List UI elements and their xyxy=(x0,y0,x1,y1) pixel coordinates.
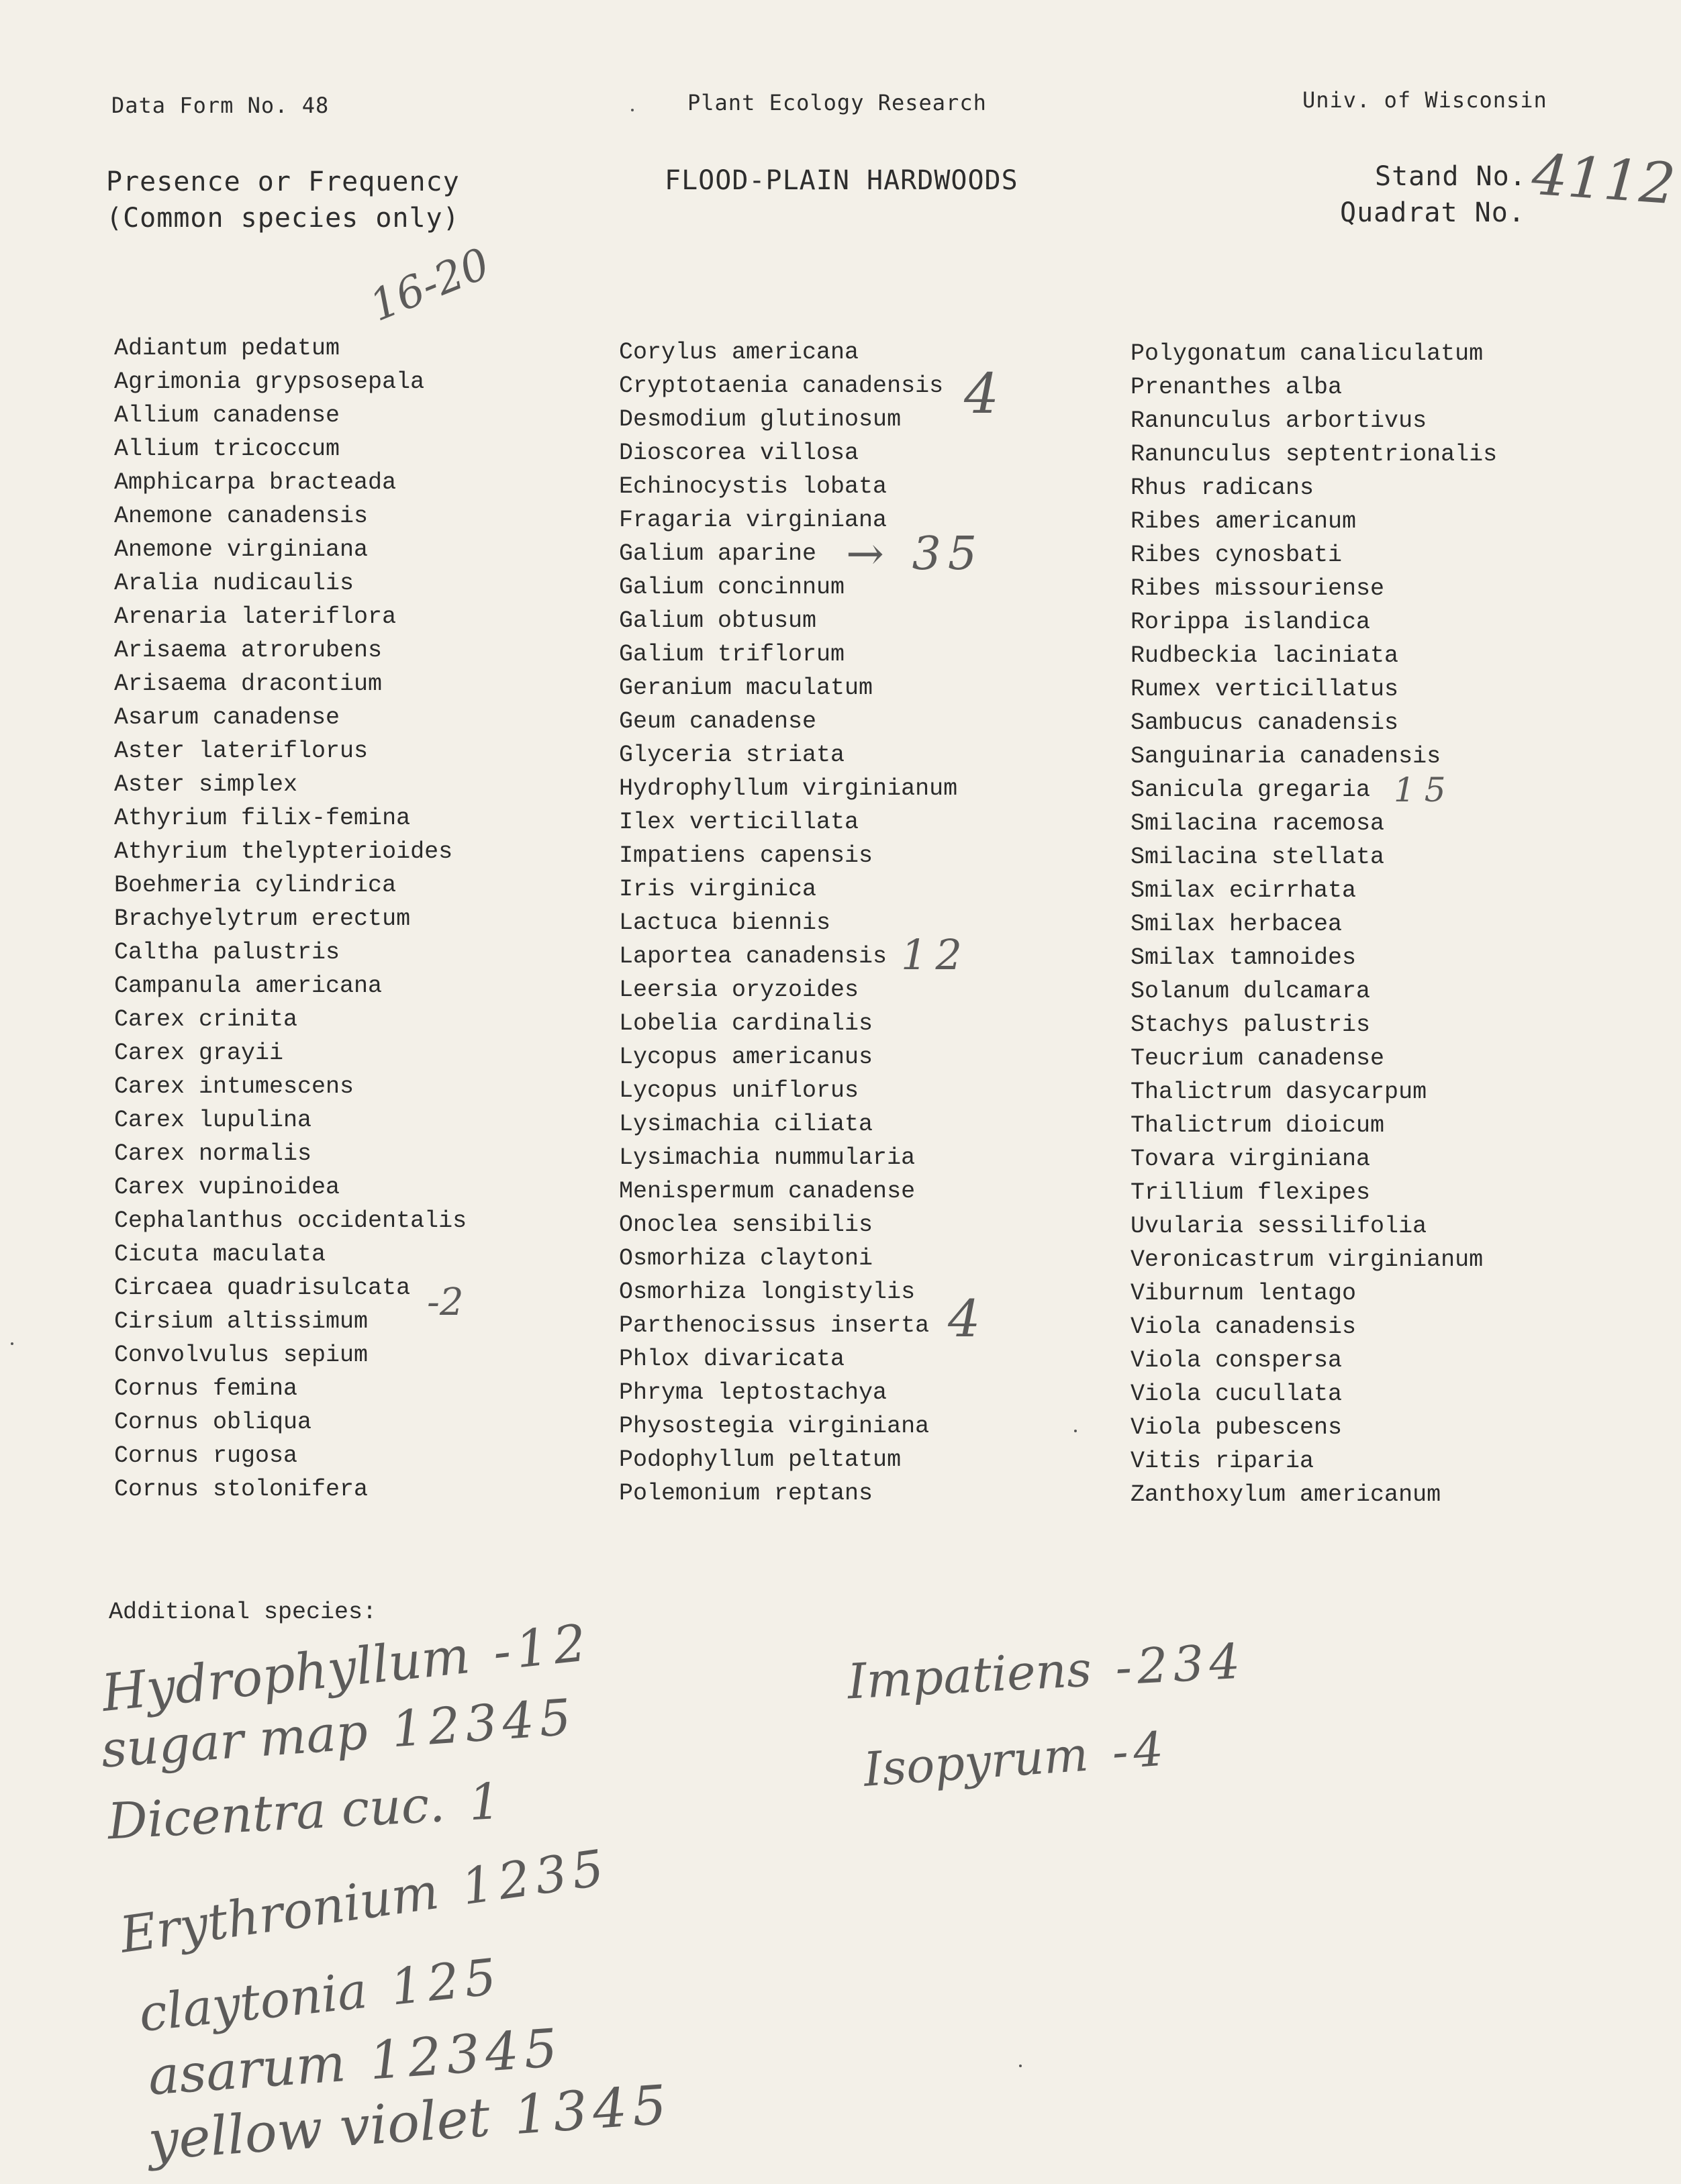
species-item: Ribes cynosbati xyxy=(1131,542,1343,568)
species-item: Laportea canadensis xyxy=(619,943,887,970)
species-item: Cephalanthus occidentalis xyxy=(114,1207,467,1234)
species-item: Lactuca biennis xyxy=(619,909,831,936)
species-item: Podophyllum peltatum xyxy=(619,1446,902,1473)
community-title: FLOOD-PLAIN HARDWOODS xyxy=(665,165,1018,196)
annotation-laportea: 12 xyxy=(901,930,970,979)
handwritten-species-name: Isopyrum xyxy=(861,1726,1090,1797)
handwritten-quadrats: -4 xyxy=(1110,1721,1171,1780)
handwritten-species-name: asarum xyxy=(146,2033,348,2107)
annotation-sanicula: 15 xyxy=(1394,771,1455,809)
species-item: Circaea quadrisulcata xyxy=(114,1275,411,1301)
paper-speck xyxy=(11,1342,13,1345)
species-item: Smilacina stellata xyxy=(1131,844,1385,871)
species-item: Rumex verticillatus xyxy=(1131,676,1399,703)
species-item: Impatiens capensis xyxy=(619,842,873,869)
species-item: Leersia oryzoides xyxy=(619,977,859,1003)
species-item: Teucrium canadense xyxy=(1131,1045,1385,1072)
species-item: Menispermum canadense xyxy=(619,1178,916,1205)
species-item: Prenanthes alba xyxy=(1131,374,1343,401)
species-item: Viola cucullata xyxy=(1131,1381,1343,1407)
species-item: Rorippa islandica xyxy=(1131,609,1371,636)
species-item: Tovara virginiana xyxy=(1131,1146,1371,1173)
handwritten-quadrats: -234 xyxy=(1114,1632,1247,1696)
species-item: Galium obtusum xyxy=(619,607,817,634)
species-item: Carex normalis xyxy=(114,1140,312,1167)
species-item: Smilax herbacea xyxy=(1131,911,1343,938)
data-type-line1: Presence or Frequency xyxy=(106,166,460,197)
species-item: Viola conspersa xyxy=(1131,1347,1343,1374)
species-item: Anemone canadensis xyxy=(114,503,369,530)
species-item: Campanula americana xyxy=(114,973,383,999)
handwritten-species-entry xyxy=(117,1838,613,1964)
species-item: Stachys palustris xyxy=(1131,1011,1371,1038)
species-item: Arisaema atrorubens xyxy=(114,637,383,664)
form-number: Data Form No. 48 xyxy=(111,93,330,118)
species-item: Carex intumescens xyxy=(114,1073,354,1100)
species-item: Adiantum pedatum xyxy=(114,335,340,362)
species-item: Viola canadensis xyxy=(1131,1313,1357,1340)
species-item: Sanguinaria canadensis xyxy=(1131,743,1441,770)
species-item: Rhus radicans xyxy=(1131,475,1314,501)
species-item: Lysimachia ciliata xyxy=(619,1111,873,1138)
species-item: Smilacina racemosa xyxy=(1131,810,1385,837)
species-item: Allium canadense xyxy=(114,402,340,429)
species-item: Smilax tamnoides xyxy=(1131,944,1357,971)
species-item: Dioscorea villosa xyxy=(619,440,859,466)
species-item: Solanum dulcamara xyxy=(1131,978,1371,1005)
annotation-cryptotaenia: 4 xyxy=(964,362,1000,426)
species-item: Galium triflorum xyxy=(619,641,845,668)
handwritten-species-entry xyxy=(106,1773,507,1851)
species-item: Onoclea sensibilis xyxy=(619,1211,873,1238)
stand-number-handwritten: 4112 xyxy=(1529,141,1678,217)
species-item: Arenaria lateriflora xyxy=(114,603,397,630)
quadrat-range-handwritten: 16-20 xyxy=(363,239,497,332)
handwritten-quadrats: 1345 xyxy=(512,2073,674,2147)
species-item: Arisaema dracontium xyxy=(114,671,383,697)
species-item: Rudbeckia laciniata xyxy=(1131,642,1399,669)
species-item: Athyrium thelypterioides xyxy=(114,838,453,865)
species-item: Viola pubescens xyxy=(1131,1414,1343,1441)
handwritten-species-entry xyxy=(846,1633,1247,1710)
species-item: Polygonatum canaliculatum xyxy=(1131,340,1484,367)
annotation-galium-aparine: → 35 xyxy=(846,528,984,581)
species-item: Ribes americanum xyxy=(1131,508,1357,535)
species-item: Cicuta maculata xyxy=(114,1241,326,1268)
species-item: Ribes missouriense xyxy=(1131,575,1385,602)
species-item: Asarum canadense xyxy=(114,704,340,731)
species-item: Allium tricoccum xyxy=(114,436,340,462)
species-item: Aster simplex xyxy=(114,771,298,798)
species-item: Brachyelytrum erectum xyxy=(114,905,411,932)
species-item: Ranunculus septentrionalis xyxy=(1131,441,1498,468)
species-item: Veronicastrum virginianum xyxy=(1131,1246,1484,1273)
handwritten-quadrats: 125 xyxy=(387,1947,505,2017)
species-item: Galium concinnum xyxy=(619,574,845,601)
institution: Univ. of Wisconsin xyxy=(1302,87,1547,113)
handwritten-species-entry xyxy=(862,1721,1171,1797)
species-item: Carex grayii xyxy=(114,1040,284,1066)
species-item: Trillium flexipes xyxy=(1131,1179,1371,1206)
handwritten-species-name: Impatiens xyxy=(846,1640,1093,1710)
species-item: Cornus stolonifera xyxy=(114,1476,369,1503)
species-item: Polemonium reptans xyxy=(619,1480,873,1507)
paper-speck xyxy=(631,109,634,111)
handwritten-quadrats: 12345 xyxy=(367,2018,565,2092)
species-item: Osmorhiza longistylis xyxy=(619,1279,916,1305)
species-item: Cirsium altissimum xyxy=(114,1308,369,1335)
species-item: Smilax ecirrhata xyxy=(1131,877,1357,904)
species-item: Phryma leptostachya xyxy=(619,1379,887,1406)
species-item: Aralia nudicaulis xyxy=(114,570,354,597)
species-item: Physostegia virginiana xyxy=(619,1413,930,1440)
handwritten-quadrats: 1235 xyxy=(458,1838,613,1917)
species-item: Lycopus americanus xyxy=(619,1044,873,1071)
handwritten-quadrats: 12345 xyxy=(389,1688,579,1759)
species-item: Corylus americana xyxy=(619,339,859,366)
species-item: Carex lupulina xyxy=(114,1107,312,1134)
annotation-parthenocissus: 4 xyxy=(948,1289,981,1348)
species-item: Anemone virginiana xyxy=(114,536,369,563)
species-column-2 xyxy=(619,336,957,1510)
species-item: Cryptotaenia canadensis xyxy=(619,373,944,399)
species-item: Carex crinita xyxy=(114,1006,298,1033)
paper-speck xyxy=(1074,1430,1077,1432)
species-item: Cornus obliqua xyxy=(114,1409,312,1436)
species-item: Caltha palustris xyxy=(114,939,340,966)
species-item: Ranunculus arbortivus xyxy=(1131,407,1427,434)
species-item: Boehmeria cylindrica xyxy=(114,872,397,899)
species-item: Geranium maculatum xyxy=(619,675,873,701)
species-item: Lobelia cardinalis xyxy=(619,1010,873,1037)
species-item: Zanthoxylum americanum xyxy=(1131,1481,1441,1508)
species-item: Hydrophyllum virginianum xyxy=(619,775,958,802)
stand-label: Stand No. xyxy=(1375,161,1527,192)
species-item: Cornus rugosa xyxy=(114,1442,298,1469)
species-item: Carex vupinoidea xyxy=(114,1174,340,1201)
species-item: Cornus femina xyxy=(114,1375,298,1402)
species-item: Amphicarpa bracteada xyxy=(114,469,397,496)
species-item: Echinocystis lobata xyxy=(619,473,887,500)
handwritten-species-name: Erythronium xyxy=(116,1863,442,1965)
species-item: Galium aparine xyxy=(619,540,817,567)
paper-speck xyxy=(1019,2065,1022,2067)
species-item: Osmorhiza claytoni xyxy=(619,1245,873,1272)
handwritten-quadrats: -12 xyxy=(490,1611,595,1682)
form-title: Plant Ecology Research xyxy=(687,90,987,115)
handwritten-species-name: sugar map xyxy=(99,1703,370,1779)
species-item: Agrimonia grypsosepala xyxy=(114,368,425,395)
quadrat-label: Quadrat No. xyxy=(1340,197,1525,228)
species-column-3 xyxy=(1131,337,1497,1511)
species-item: Ilex verticillata xyxy=(619,809,859,836)
handwritten-species-name: yellow violet xyxy=(146,2085,492,2173)
species-item: Uvularia sessilifolia xyxy=(1131,1213,1427,1240)
handwritten-species-name: Dicentra cuc. xyxy=(106,1775,446,1851)
species-item: Thalictrum dasycarpum xyxy=(1131,1079,1427,1105)
species-item: Glyceria striata xyxy=(619,742,845,768)
species-item: Phlox divaricata xyxy=(619,1346,845,1373)
species-item: Sanicula gregaria xyxy=(1131,777,1371,803)
species-item: Geum canadense xyxy=(619,708,817,735)
species-item: Viburnum lentago xyxy=(1131,1280,1357,1307)
species-item: Iris virginica xyxy=(619,876,817,903)
data-type-line2: (Common species only) xyxy=(106,203,460,234)
additional-species-label: Additional species: xyxy=(109,1599,377,1626)
species-item: Lysimachia nummularia xyxy=(619,1144,916,1171)
species-item: Fragaria virginiana xyxy=(619,507,887,534)
handwritten-quadrats: 1 xyxy=(467,1772,508,1832)
species-item: Aster lateriflorus xyxy=(114,738,369,764)
species-item: Athyrium filix-femina xyxy=(114,805,411,832)
handwritten-species-name: Hydrophyllum xyxy=(99,1625,473,1724)
handwritten-species-name: claytonia xyxy=(136,1961,370,2044)
species-item: Vitis riparia xyxy=(1131,1448,1314,1475)
species-item: Convolvulus sepium xyxy=(114,1342,369,1369)
annotation-circaea: -2 xyxy=(427,1281,464,1324)
species-item: Desmodium glutinosum xyxy=(619,406,902,433)
species-column-1 xyxy=(114,332,467,1506)
species-item: Sambucus canadensis xyxy=(1131,709,1399,736)
species-item: Lycopus uniflorus xyxy=(619,1077,859,1104)
species-item: Parthenocissus inserta xyxy=(619,1312,930,1339)
species-item: Thalictrum dioicum xyxy=(1131,1112,1385,1139)
